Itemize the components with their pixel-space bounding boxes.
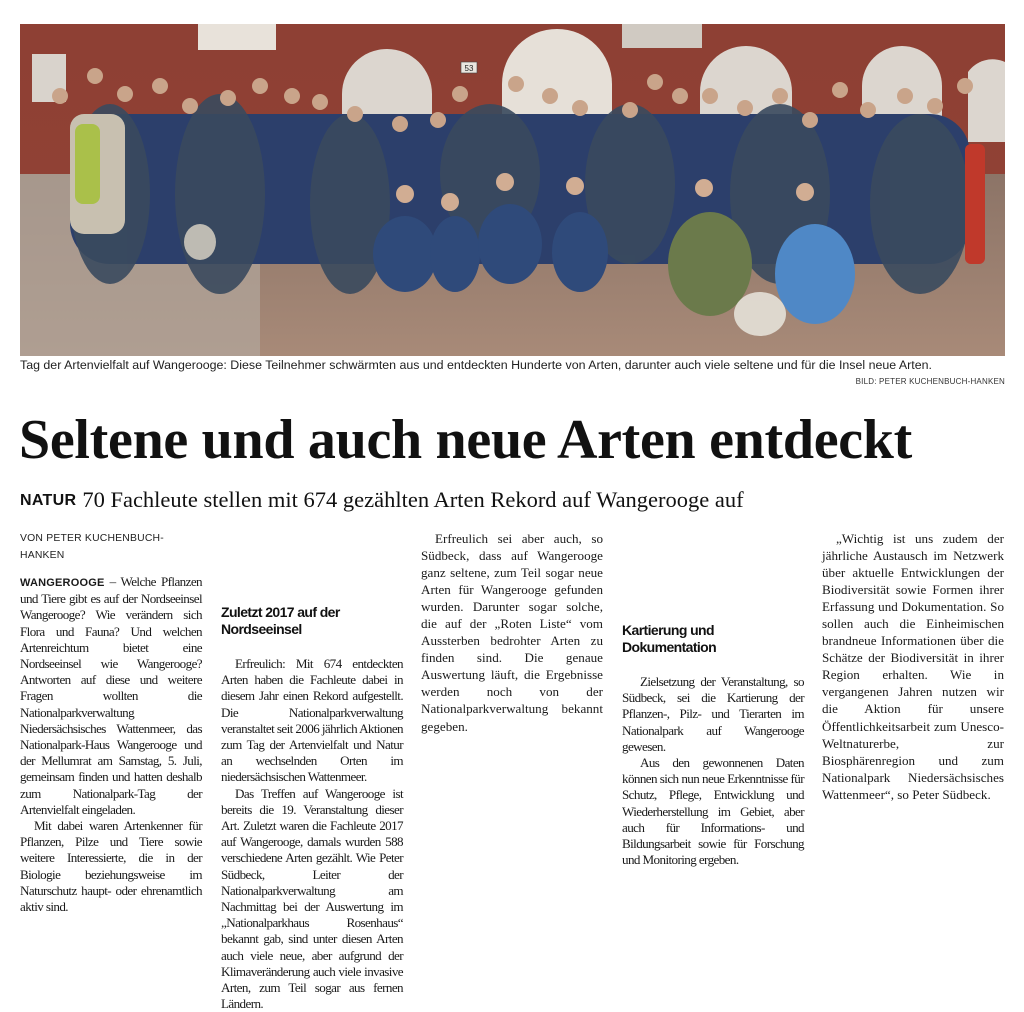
paragraph-8: „Wichtig ist uns zudem der jährliche Austausch im Netzwerk über aktuelle Entwicklungen der Biodiversität sowie Formen ihrer Erfassung und Dokumentation. So sollen auch die Einheimischen brandneue Informationen über die Schätze der Biodiversität in ihrer Region erhalten. Wie in vergangenen Jahren nutzen wir die Aktion für unsere Öffentlichkeitsarbeit zum Unesco-Weltnaturerbe, zur Biosphärenregion und zum Nationalpark Niedersächsisches Wattenmeer“, so Peter Südbeck.	[822, 531, 1004, 802]
subheading-kartierung: Kartierung und Dokumentation	[622, 622, 717, 655]
paragraph-intro	[20, 574, 202, 818]
article-column-4	[622, 530, 804, 868]
paragraph-5: Erfreulich sei aber auch, so Südbeck, dass auf Wangerooge ganz seltene, zum Teil sogar neue Arten für Wangerooge gefunden wurden. Darunter sogar solche, die auf der „Roten Liste“ vom Aussterben bedrohter Arten zu finden sind. Die genaue Auswertung läuft, die Ergebnisse werden noch von der Nationalparkverwaltung bekannt gegeben.	[421, 531, 603, 734]
article-column-5	[822, 530, 1004, 803]
article-column-2	[221, 530, 403, 1012]
byline: VON PETER KUCHENBUCH-HANKEN	[20, 533, 164, 561]
article-column-3	[421, 530, 603, 735]
paragraph-3: Erfreulich: Mit 674 entdeckten Arten haben die Fachleute dabei in diesem Jahr einen Rekord aufgestellt. Die Nationalparkverwaltung veranstaltet seit 2006 jährlich Aktionen zum Tag der Artenvielfalt und Natur an wechselnden Orten im niedersächsischen Wattenmeer.	[221, 656, 403, 785]
article-subheadline	[20, 486, 1010, 517]
photo-credit: BILD: PETER KUCHENBUCH-HANKEN	[855, 377, 1005, 386]
dateline: WANGEROOGE	[20, 577, 105, 589]
paragraph-2: Mit dabei waren Artenkenner für Pflanzen, Pilze und Tiere sowie weitere Interessierte, die in der Biologie beziehungsweise im Naturschutz haupt- oder ehrenamtlich aktiv sind.	[20, 818, 202, 915]
subheading-zuletzt: Zuletzt 2017 auf der Nordseeinsel	[221, 604, 340, 637]
group-photo-illustration	[20, 24, 1005, 356]
subheadline-text: 70 Fachleute stellen mit 674 gezählten Arten Rekord auf Wangerooge auf	[82, 487, 744, 512]
paragraph-intro-text: – Welche Pflanzen und Tiere gibt es auf der Nordseeinsel Wangerooge? Wie verändern sich Flora und Fauna? Und welchen Artenreichtum bietet eine Nordseeinsel wie Wangerooge? Antworten auf diese und weitere Fragen wollten die Nationalparkverwaltung Niedersächsisches Wattenmeer, das Nationalpark-Haus Wangerooge und der Mellumrat am Samstag, 5. Juli, gemeinsam finden und hatten deshalb zum Nationalpark-Tag der Artenvielfalt eingeladen.	[20, 574, 202, 817]
paragraph-7: Aus den gewonnenen Daten können sich nun neue Erkenntnisse für Schutz, Pflege, Entwicklung und Wiederherstellung im Gebiet, aber auch für Informations- und Bildungsarbeit sowie für Forschung und Monitoring ergeben.	[622, 755, 804, 868]
article-headline: Seltene und auch neue Arten entdeckt	[19, 409, 912, 471]
door-number: 53	[464, 64, 474, 73]
article-column-1	[20, 530, 202, 915]
group-photo	[20, 24, 1005, 356]
paragraph-4: Das Treffen auf Wangerooge ist bereits die 19. Veranstaltung dieser Art. Zuletzt waren die Fachleute 2017 auf Wangerooge, damals wurden 588 verschiedene Arten gezählt. Wie Peter Südbeck, Leiter der Nationalparkverwaltung am Nachmittag bei der Auswertung im „Nationalparkhaus Rosenhaus“ bekannt gab, sind unter diesen Arten auch viele neue, aber aufgrund der Klimaveränderung auch viele invasive Arten, zum Teil sogar aus fernen Ländern.	[221, 785, 403, 1012]
photo-caption: Tag der Artenvielfalt auf Wangerooge: Diese Teilnehmer schwärmten aus und entdeckten Hunderte von Arten, darunter auch viele seltene und für die Insel neue Arten.	[20, 358, 932, 372]
paragraph-6: Zielsetzung der Veranstaltung, so Südbeck, sei die Kartierung der Pflanzen-, Pilz- und Tierarten im Nationalpark auf Wangerooge gewesen.	[622, 674, 804, 754]
topic-kicker: NATUR	[20, 492, 77, 509]
